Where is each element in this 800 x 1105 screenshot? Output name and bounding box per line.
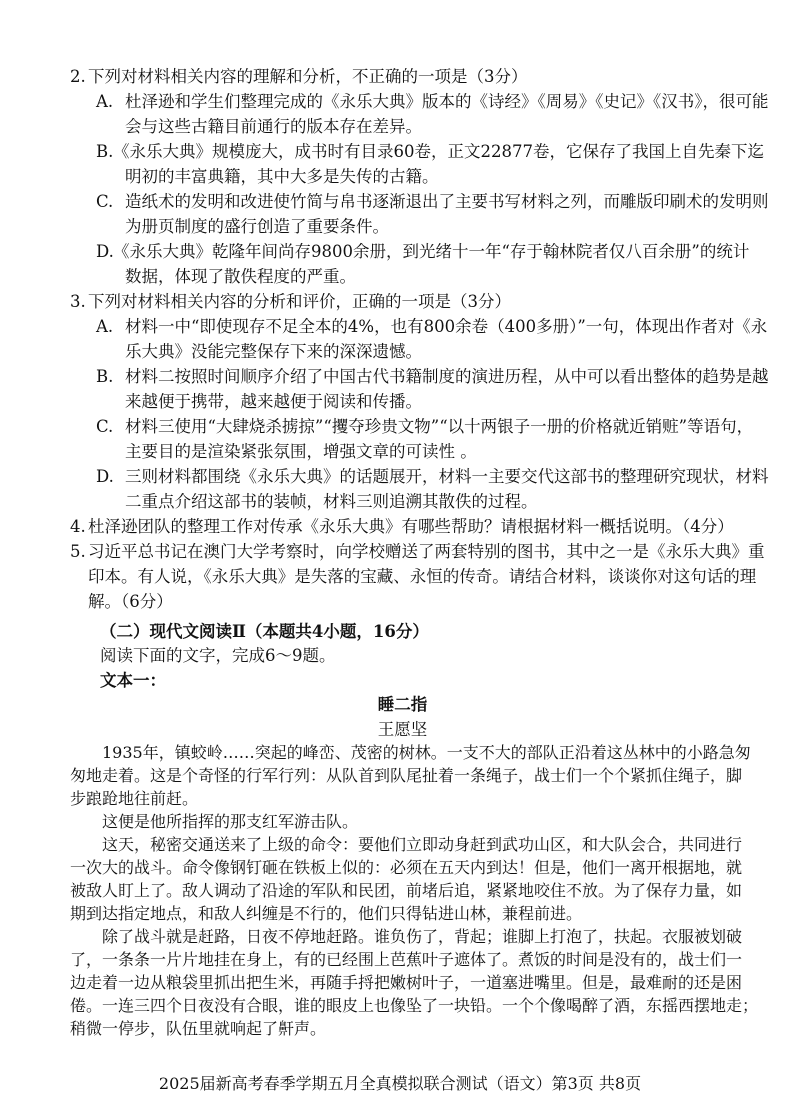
article-title: 睡二指	[377, 695, 428, 715]
text-label: 文本一：	[100, 670, 166, 690]
option-line	[70, 189, 769, 214]
section-heading: （二）现代文阅读Ⅱ（本题共4小题，16分）	[100, 622, 429, 641]
option-line	[70, 464, 769, 489]
option-label: C.	[96, 192, 114, 211]
option-text: 会与这些古籍目前通行的版本存在差异。	[125, 117, 422, 136]
option-text: 来越便于携带，越来越便于阅读和传播。	[125, 392, 422, 411]
paragraph-line: 边走着一边从粮袋里抓出把生米，再随手捋把嫩树叶子，一道塞进嘴里。但是，最难耐的还是困	[70, 973, 743, 992]
paragraph-line: 倦。一连三四个日夜没有合眼，谁的眼皮上也像坠了一块铅。一个个像喝醉了酒，东摇西摆地走；	[70, 996, 759, 1015]
question-number: 4.	[70, 517, 86, 536]
question-line	[70, 539, 765, 564]
option-text: 明初的丰富典籍，其中大多是失传的古籍。	[125, 167, 439, 186]
paragraph-line: 一次大的战斗。命令像钢钉砸在铁板上似的：必须在五天内到达！但是，他们一离开根据地，就	[70, 858, 743, 877]
question-text: 印本。有人说，《永乐大典》是失落的宝藏、永恒的传奇。请结合材料，谈谈你对这句话的理	[88, 567, 757, 586]
option-text: 主要目的是渲染紧张氛围，增强文章的可读性 。	[125, 442, 477, 461]
option-text: 材料一中“即使现存不足全本的4%，也有800余卷（400多册）”一句，体现出作者对《永	[125, 317, 768, 336]
option-label: A.	[96, 317, 114, 336]
paragraph-line: 除了战斗就是赶路，日夜不停地赶路。谁负伤了，背起；谁脚上打泡了，扶起。衣服被划破	[102, 927, 743, 946]
option-line	[70, 239, 750, 264]
page-footer: 2025届新高考春季学期五月全真模拟联合测试（语文）第3页 共8页	[158, 1074, 642, 1093]
question-line	[70, 64, 735, 89]
paragraph-line: 匆地走着。这是个奇怪的行军行列：从队首到队尾扯着一条绳子，战士们一个个紧抓住绳子，脚	[70, 766, 743, 785]
option-label: C.	[96, 417, 114, 436]
paragraph-line: 这便是他所指挥的那支红军游击队。	[102, 812, 359, 831]
questions	[70, 64, 769, 614]
option-line	[70, 414, 754, 439]
option-line	[70, 264, 735, 289]
option-text: 为册页制度的盛行创造了重要条件。	[125, 217, 389, 236]
section-instruction: 阅读下面的文字，完成6～9题。	[100, 646, 336, 666]
article-body	[70, 741, 759, 1040]
question-text: 习近平总书记在澳门大学考察时，向学校赠送了两套特别的图书，其中之一是《永乐大典》重	[88, 542, 765, 561]
option-line	[70, 439, 735, 464]
option-text: 造纸术的发明和改进使竹简与帛书逐渐退出了主要书写材料之列，而雕版印刷术的发明则	[125, 192, 769, 211]
paragraph-line: 稍微一停步，队伍里就响起了鼾声。	[70, 1019, 327, 1038]
option-line	[70, 489, 735, 514]
question-line	[70, 514, 735, 539]
option-line	[70, 114, 735, 139]
paragraph-line: 被敌人盯上了。敌人调动了沿途的军队和民团，前堵后追，紧紧地咬住不放。为了保存力量，如	[70, 881, 743, 900]
question-line	[70, 289, 735, 314]
option-text: 材料二按照时间顺序介绍了中国古代书籍制度的演进历程，从中可以看出整体的趋势是越	[125, 367, 769, 386]
option-text: 三则材料都围绕《永乐大典》的话题展开，材料一主要交代这部书的整理研究现状，材料	[125, 467, 769, 486]
option-line	[70, 89, 769, 114]
paragraph-line: 了，一条条一片片地挂在身上，有的已经围上芭蕉叶子遮体了。煮饭的时间是没有的，战士们一	[70, 950, 743, 969]
paragraph-line: 1935年，镇蛟岭……突起的峰峦、茂密的树林。一支不大的部队正沿着这丛林中的小路急匆	[102, 743, 751, 762]
option-text: 杜泽逊和学生们整理完成的《永乐大典》版本的《诗经》《周易》《史记》《汉书》，很可能	[125, 92, 769, 111]
question-line	[70, 589, 735, 614]
paragraph-line: 步踉跄地往前赶。	[70, 789, 199, 808]
question-number: 2.	[70, 67, 86, 86]
paragraph-line: 期到达指定地点，和敌人纠缠是不行的，他们只得钻进山林，兼程前进。	[70, 904, 583, 923]
article-author: 王愿坚	[377, 719, 428, 739]
option-line	[70, 339, 735, 364]
option-label: A.	[96, 92, 114, 111]
question-stem: 下列对材料相关内容的分析和评价，正确的一项是（3分）	[88, 292, 511, 311]
option-line	[70, 164, 735, 189]
option-text: 《永乐大典》乾隆年间尚存9800余册，到光绪十一年“存于翰林院者仅八百余册”的统计	[113, 242, 750, 261]
option-text: 乐大典》没能完整保存下来的深深遗憾。	[125, 342, 422, 361]
option-text: 《永乐大典》规模庞大，成书时有目录60卷，正文22877卷，它保存了我国上自先秦下迄	[113, 142, 764, 161]
option-line	[70, 314, 768, 339]
option-text: 数据，体现了散佚程度的严重。	[125, 267, 356, 286]
option-text: 材料三使用“大肆烧杀掳掠”“攫夺珍贵文物”“以十两银子一册的价格就近销赃”等语句，	[125, 417, 754, 436]
option-label: D.	[96, 467, 114, 486]
reading-section	[70, 620, 735, 742]
question-line	[70, 564, 757, 589]
question-number: 5.	[70, 542, 86, 561]
option-label: B.	[96, 142, 114, 161]
option-line	[70, 214, 735, 239]
question-text: 解。（6分）	[88, 592, 173, 611]
paragraph-line: 这天，秘密交通送来了上级的命令：要他们立即动身赶到武功山区，和大队会合，共同进行	[102, 835, 743, 854]
question-number: 3.	[70, 292, 86, 311]
option-label: B.	[96, 367, 114, 386]
option-line	[70, 139, 764, 164]
option-label: D.	[96, 242, 114, 261]
option-text: 二重点介绍这部书的装帧，材料三则追溯其散佚的过程。	[125, 492, 538, 511]
question-stem: 下列对材料相关内容的理解和分析，不正确的一项是（3分）	[88, 67, 528, 86]
option-line	[70, 364, 769, 389]
option-line	[70, 389, 735, 414]
question-text: 杜泽逊团队的整理工作对传承《永乐大典》有哪些帮助？请根据材料一概括说明。（4分）	[88, 517, 734, 536]
